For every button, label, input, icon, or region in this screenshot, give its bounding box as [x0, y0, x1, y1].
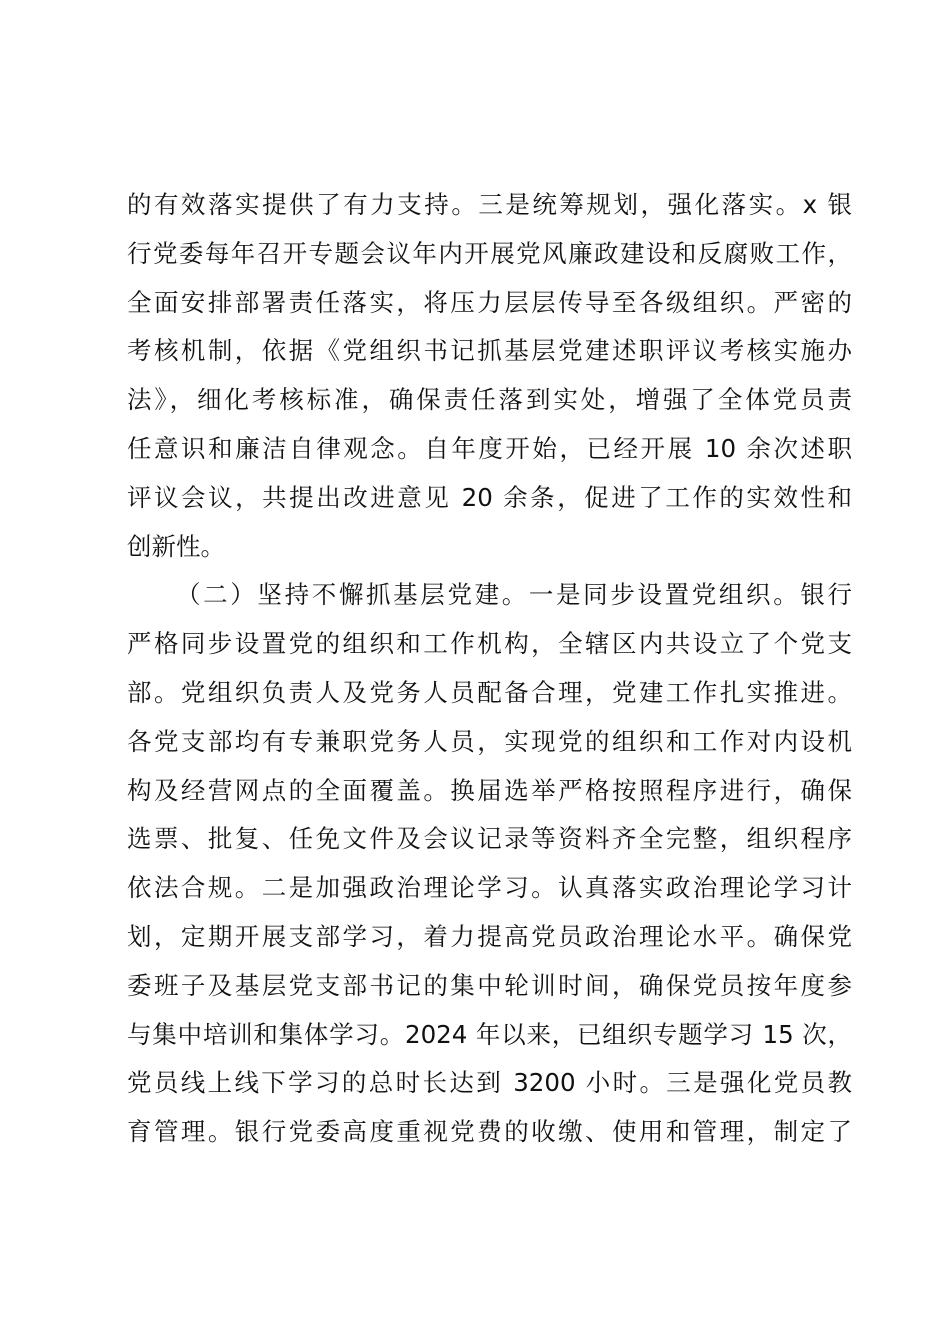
- text-line: 任意识和廉洁自律观念。自年度开始，已经开展 10 余次述职: [127, 433, 852, 463]
- text-line: 党员线上线下学习的总时长达到 3200 小时。三是强化党员教: [127, 1068, 852, 1098]
- body-text: [127, 181, 852, 1157]
- text-line: 严格同步设置党的组织和工作机构，全辖区内共设立了个党支: [127, 629, 852, 659]
- text-line: 评议会议，共提出改进意见 20 余条，促进了工作的实效性和: [127, 482, 852, 512]
- text-line: 划，定期开展支部学习，着力提高党员政治理论水平。确保党: [127, 921, 852, 951]
- text-line: 各党支部均有专兼职党务人员，实现党的组织和工作对内设机: [127, 726, 852, 756]
- text-line: 依法合规。二是加强政治理论学习。认真落实政治理论学习计: [127, 873, 852, 903]
- text-line: 法》，细化考核标准，确保责任落到实处，增强了全体党员责: [127, 385, 852, 415]
- text-line: 与集中培训和集体学习。2024 年以来，已组织专题学习 15 次，: [127, 1019, 852, 1049]
- text-line: 行党委每年召开专题会议年内开展党风廉政建设和反腐败工作，: [127, 238, 852, 268]
- text-line: 委班子及基层党支部书记的集中轮训时间，确保党员按年度参: [127, 970, 852, 1000]
- text-line: 部。党组织负责人及党务人员配备合理，党建工作扎实推进。: [127, 677, 852, 707]
- section-heading-line: （二）坚持不懈抓基层党建。一是同步设置党组织。银行: [176, 580, 852, 610]
- text-line: 考核机制，依据《党组织书记抓基层党建述职评议考核实施办: [127, 336, 852, 366]
- paragraph-last-line: 创新性。: [127, 531, 225, 561]
- text-line: 全面安排部署责任落实，将压力层层传导至各级组织。严密的: [127, 287, 852, 317]
- text-line: 构及经营网点的全面覆盖。换届选举严格按照程序进行，确保: [127, 775, 852, 805]
- text-line: 的有效落实提供了有力支持。三是统筹规划，强化落实。x 银: [127, 190, 852, 219]
- text-line: 选票、批复、任免文件及会议记录等资料齐全完整，组织程序: [127, 824, 852, 854]
- text-line: 育管理。银行党委高度重视党费的收缴、使用和管理，制定了: [127, 1117, 852, 1147]
